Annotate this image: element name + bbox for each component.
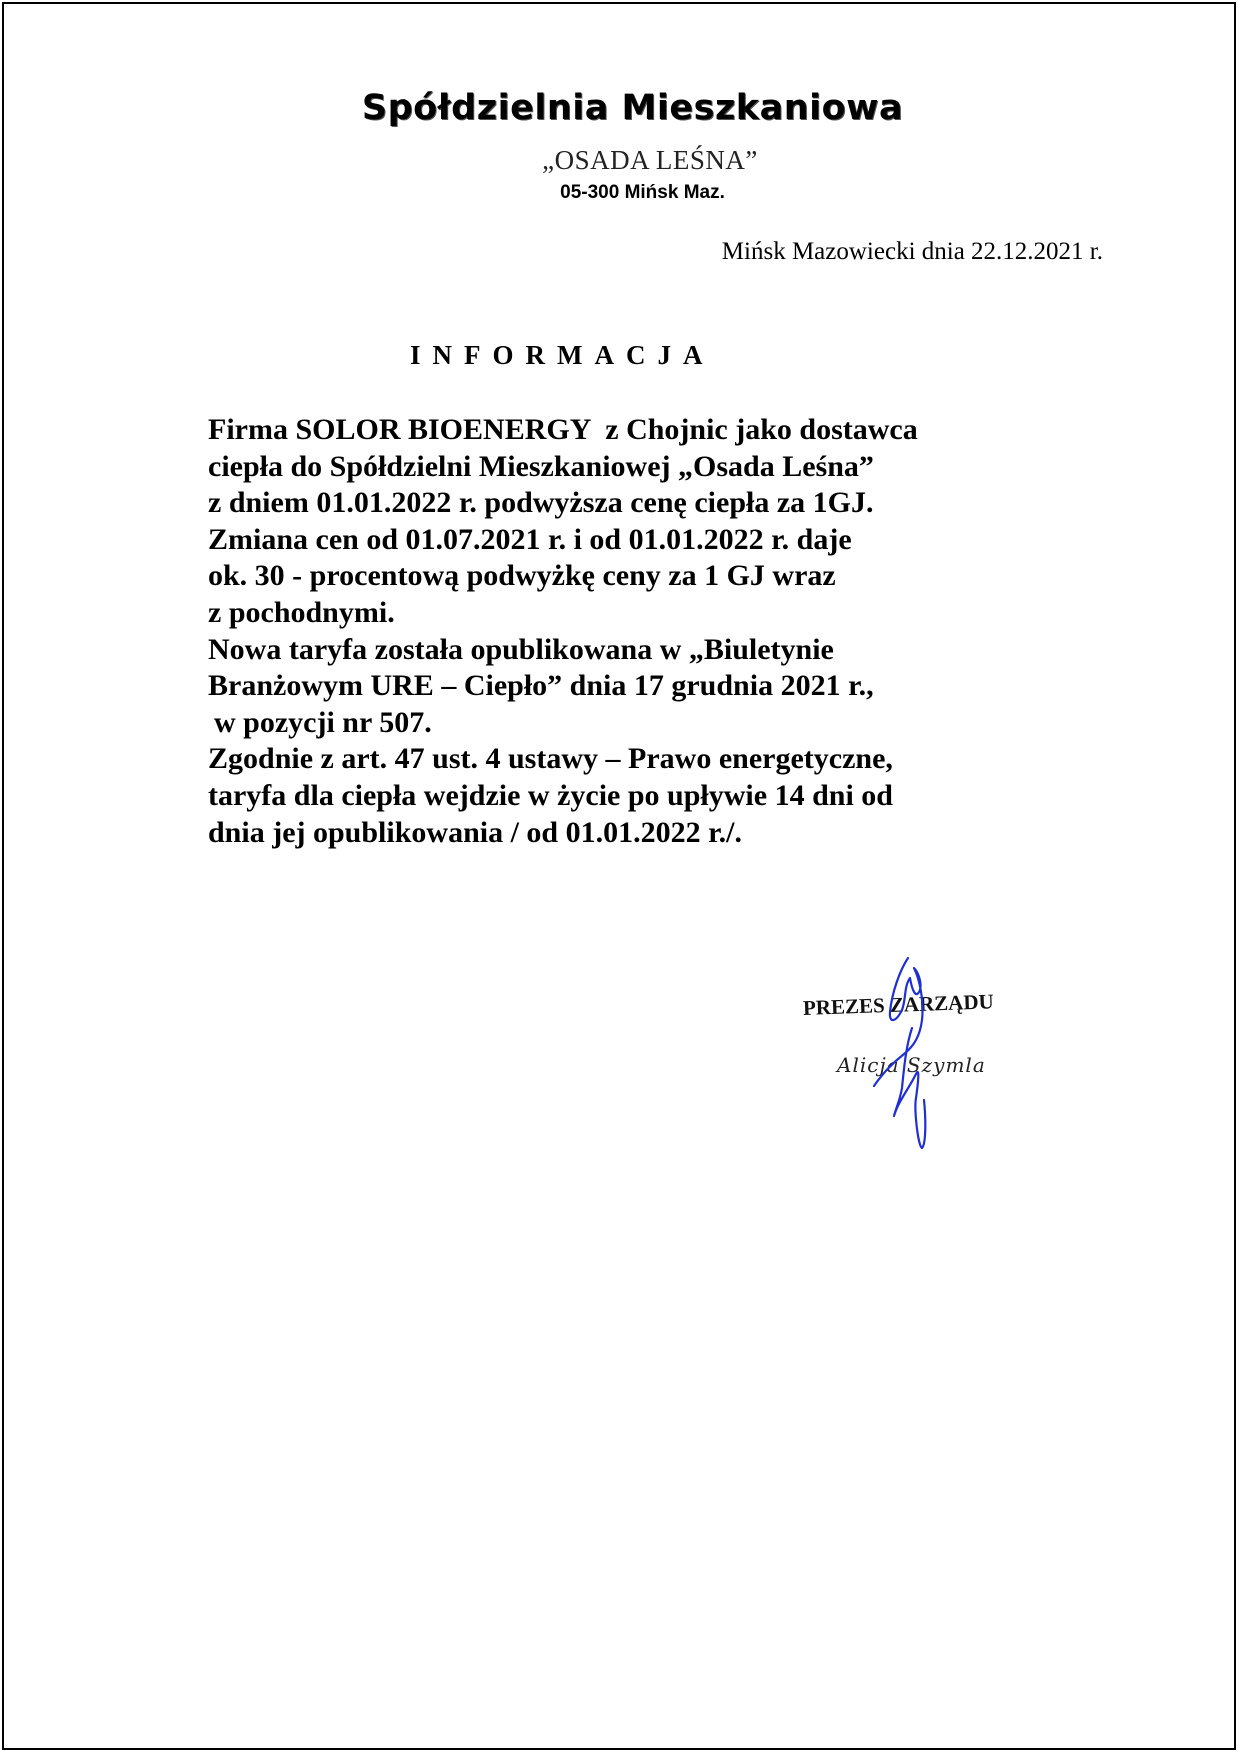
body-line: Branżowym URE – Ciepło” dnia 17 grudnia 2021 r., xyxy=(208,669,874,703)
letterhead-address: 05-300 Mińsk Maz. xyxy=(560,182,725,203)
body-line: Nowa taryfa została opublikowana w „Biuletynie xyxy=(208,632,834,666)
body-line: w pozycji nr 507. xyxy=(214,705,432,739)
body-line: ok. 30 - procentową podwyżkę ceny za 1 GJ wraz xyxy=(208,559,836,593)
body-text xyxy=(208,412,1108,851)
signature-name: Alicja Szymla xyxy=(837,1053,986,1077)
body-line: taryfa dla ciepła wejdzie w życie po upływie 14 dni od xyxy=(208,778,893,812)
body-line: Zgodnie z art. 47 ust. 4 ustawy – Prawo energetyczne, xyxy=(208,742,893,776)
document-heading: INFORMACJA xyxy=(410,340,715,370)
body-line: dnia jej opublikowania / od 01.01.2022 r./. xyxy=(208,815,743,849)
body-line: z dniem 01.01.2022 r. podwyższa cenę ciepła za 1GJ. xyxy=(208,486,874,520)
body-line: Firma SOLOR BIOENERGY z Chojnic jako dostawca xyxy=(208,413,918,446)
letterhead-organization: Spółdzielnia Mieszkaniowa xyxy=(361,88,904,128)
body-line: Zmiana cen od 01.07.2021 r. i od 01.01.2022 r. daje xyxy=(208,522,852,556)
body-line: ciepła do Spółdzielni Mieszkaniowej „Osada Leśna” xyxy=(208,449,874,483)
handwritten-signature xyxy=(860,950,960,1160)
body-line: z pochodnymi. xyxy=(208,595,395,629)
date-line: Mińsk Mazowiecki dnia 22.12.2021 r. xyxy=(721,238,1103,265)
letterhead-name: „OSADA LEŚNA” xyxy=(542,145,758,175)
signature-title: PREZES ZARZĄDU xyxy=(802,989,995,1020)
